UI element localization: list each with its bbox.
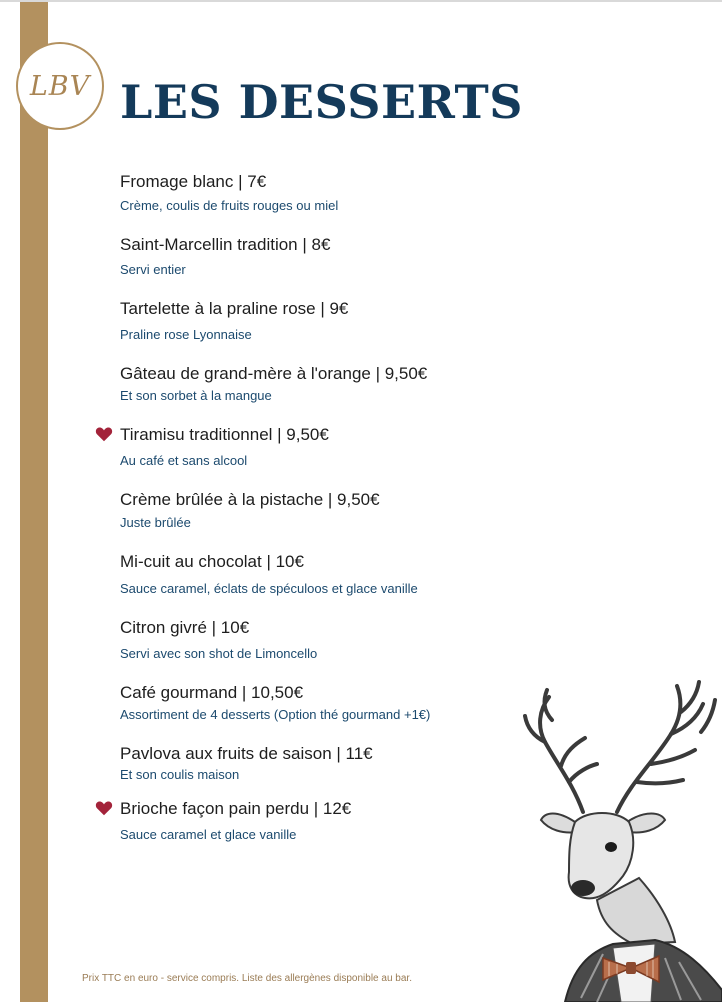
menu-item-name: Tiramisu traditionnel | 9,50€ <box>120 425 329 444</box>
menu-item-description: Juste brûlée <box>120 515 191 530</box>
menu-item-description: Sauce caramel et glace vanille <box>120 827 297 842</box>
heart-icon <box>95 426 113 442</box>
menu-item-description: Praline rose Lyonnaise <box>120 327 252 342</box>
menu-item-name: Fromage blanc | 7€ <box>120 172 267 191</box>
menu-item-description: Servi entier <box>120 262 186 277</box>
logo <box>16 42 104 130</box>
menu-item-description: Au café et sans alcool <box>120 453 248 468</box>
menu-item-name: Brioche façon pain perdu | 12€ <box>120 799 352 818</box>
menu-item-name: Café gourmand | 10,50€ <box>120 683 304 702</box>
menu-item <box>120 744 373 782</box>
menu-item-name: Tartelette à la praline rose | 9€ <box>120 299 349 318</box>
menu-item-name: Citron givré | 10€ <box>120 618 250 637</box>
logo-text: LBV <box>29 70 91 102</box>
menu-item-name: Pavlova aux fruits de saison | 11€ <box>120 744 373 763</box>
menu-item-name: Mi-cuit au chocolat | 10€ <box>120 552 304 571</box>
menu-item <box>120 618 318 661</box>
top-border <box>0 0 722 2</box>
menu-item <box>120 172 339 213</box>
menu-item-description: Assortiment de 4 desserts (Option thé gourmand +1€) <box>120 707 431 722</box>
menu-item-description: Sauce caramel, éclats de spéculoos et glace vanille <box>120 581 418 596</box>
menu-item-name: Gâteau de grand-mère à l'orange | 9,50€ <box>120 364 428 383</box>
footer-note: Prix TTC en euro - service compris. Liste des allergènes disponible au bar. <box>82 973 412 984</box>
side-band <box>20 2 48 1002</box>
menu-item-name: Crème brûlée à la pistache | 9,50€ <box>120 490 380 509</box>
menu-item-description: Servi avec son shot de Limoncello <box>120 646 318 661</box>
menu-item-description: Et son sorbet à la mangue <box>120 388 272 403</box>
menu-item <box>120 299 349 342</box>
menu-item <box>120 683 431 722</box>
menu-item <box>120 490 380 530</box>
page-title: LES DESSERTS <box>120 75 523 129</box>
menu-item <box>120 425 329 468</box>
heart-icon <box>95 800 113 816</box>
menu-item <box>120 552 418 596</box>
menu-item-name: Saint-Marcellin tradition | 8€ <box>120 235 331 254</box>
deer-icon <box>505 672 722 1002</box>
menu-item <box>120 235 331 277</box>
menu-item <box>120 364 428 403</box>
menu-item <box>120 799 352 842</box>
menu-item-description: Crème, coulis de fruits rouges ou miel <box>120 198 339 213</box>
menu-item-description: Et son coulis maison <box>120 767 240 782</box>
